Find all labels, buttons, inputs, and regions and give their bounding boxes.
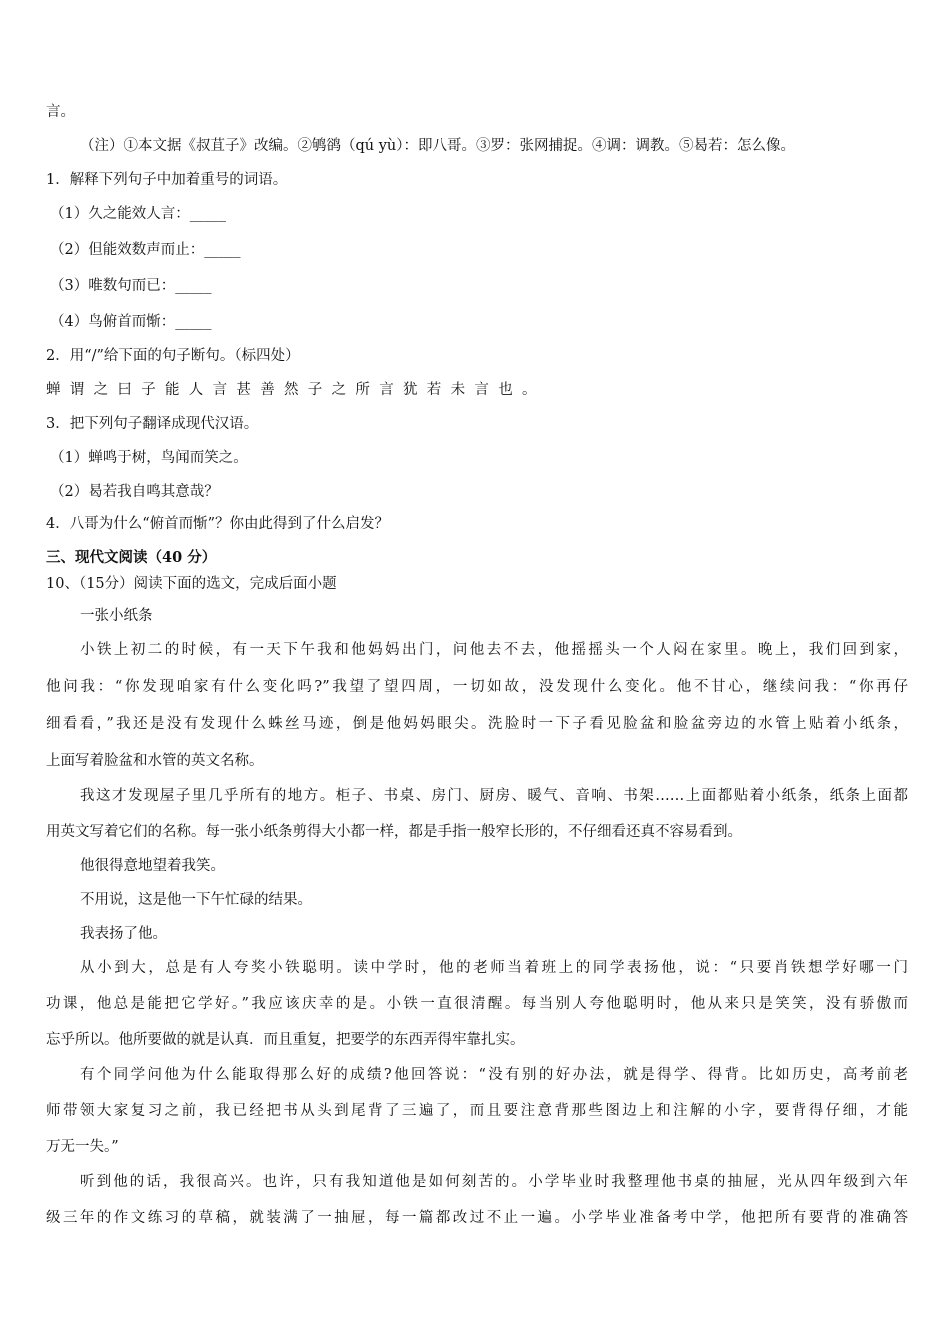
article-line: 用英文写着它们的名称。每一张小纸条剪得大小都一样，都是手指一般窄长形的，不仔细看还真不容易看到。 (46, 824, 742, 840)
article-line: 他问我：“你发现咱家有什么变化吗?”我望了望四周，一切如故，没发现什么变化。他不甘心，继续问我：“你再仔 (46, 679, 908, 695)
question-1-prompt: 1．解释下列句子中加着重号的词语。 (46, 172, 288, 188)
carryover-line: 言。 (46, 104, 75, 120)
article-line: 小铁上初二的时候，有一天下午我和他妈妈出门，问他去不去，他摇摇头一个人闷在家里。晚上，我们回到家， (80, 642, 908, 658)
question-1-item: （1）久之能效人言：_____ (50, 206, 226, 222)
article-line: 从小到大，总是有人夸奖小铁聪明。读中学时，他的老师当着班上的同学表扬他，说：“只要肖铁想学好哪一门 (80, 960, 908, 976)
article-line: 忘乎所以。他所要做的就是认真．而且重复，把要学的东西弄得牢靠扎实。 (46, 1032, 525, 1048)
question-1-item: （2）但能效数声而止：_____ (50, 242, 241, 258)
article-line: 细看看，”我还是没有发现什么蛛丝马迹，倒是他妈妈眼尖。洗脸时一下子看见脸盆和脸盆旁边的水管上贴着小纸条， (46, 716, 908, 732)
question-1-item: （3）唯数句而已：_____ (50, 278, 212, 294)
article-line: 他很得意地望着我笑。 (80, 858, 225, 874)
question-3-item: （2）曷若我自鸣其意哉？ (50, 484, 219, 500)
reading-question-10: 10、（15分）阅读下面的选文，完成后面小题 (46, 576, 337, 592)
question-4-prompt: 4．八哥为什么“俯首而惭”？你由此得到了什么启发？ (46, 516, 390, 532)
article-line: 上面写着脸盆和水管的英文名称。 (46, 753, 264, 769)
article-line: 听到他的话，我很高兴。也许，只有我知道他是如何刻苦的。小学毕业时我整理他书桌的抽屉，光从四年级到六年 (80, 1174, 908, 1190)
question-2-prompt: 2．用“/”给下面的句子断句。（标四处） (46, 348, 300, 364)
article-line: 师带领大家复习之前，我已经把书从头到尾背了三遍了，而且要注意背那些图边上和注解的小字，要背得仔细，才能 (46, 1103, 908, 1119)
article-line: 有个同学问他为什么能取得那么好的成绩?他回答说：“没有别的好办法，就是得学、得背。比如历史，高考前老 (80, 1067, 908, 1083)
question-2-sentence: 蝉谓之曰子能人言甚善然子之所言犹若未言也。 (46, 382, 546, 398)
article-line: 功课，他总是能把它学好。”我应该庆幸的是。小铁一直很清醒。每当别人夸他聪明时，他从来只是笑笑，没有骄傲而 (46, 996, 908, 1012)
question-1-item: （4）鸟俯首而惭：_____ (50, 314, 212, 330)
question-3-prompt: 3．把下列句子翻译成现代汉语。 (46, 416, 259, 432)
article-line: 级三年的作文练习的草稿，就装满了一抽屉，每一篇都改过不止一遍。小学毕业准备考中学，他把所有要背的准确答 (46, 1210, 908, 1226)
article-line: 我表扬了他。 (80, 926, 167, 942)
article-line: 万无一失。” (46, 1139, 119, 1155)
section-heading: 三、现代文阅读（40 分） (46, 549, 217, 566)
article-line: 我这才发现屋子里几乎所有的地方。柜子、书桌、房门、厨房、暖气、音响、书架……上面都贴着小纸条，纸条上面都 (80, 788, 908, 804)
question-3-item: （1）蝉鸣于树，鸟闻而笑之。 (50, 450, 248, 466)
article-line: 不用说，这是他一下午忙碌的结果。 (80, 892, 312, 908)
article-title: 一张小纸条 (80, 608, 153, 624)
annotation-note: （注）①本文据《叔苴子》改编。②鸲鹆（qú yù）：即八哥。③罗：张网捕捉。④调：调教。⑤曷若：怎么像。 (80, 138, 796, 154)
